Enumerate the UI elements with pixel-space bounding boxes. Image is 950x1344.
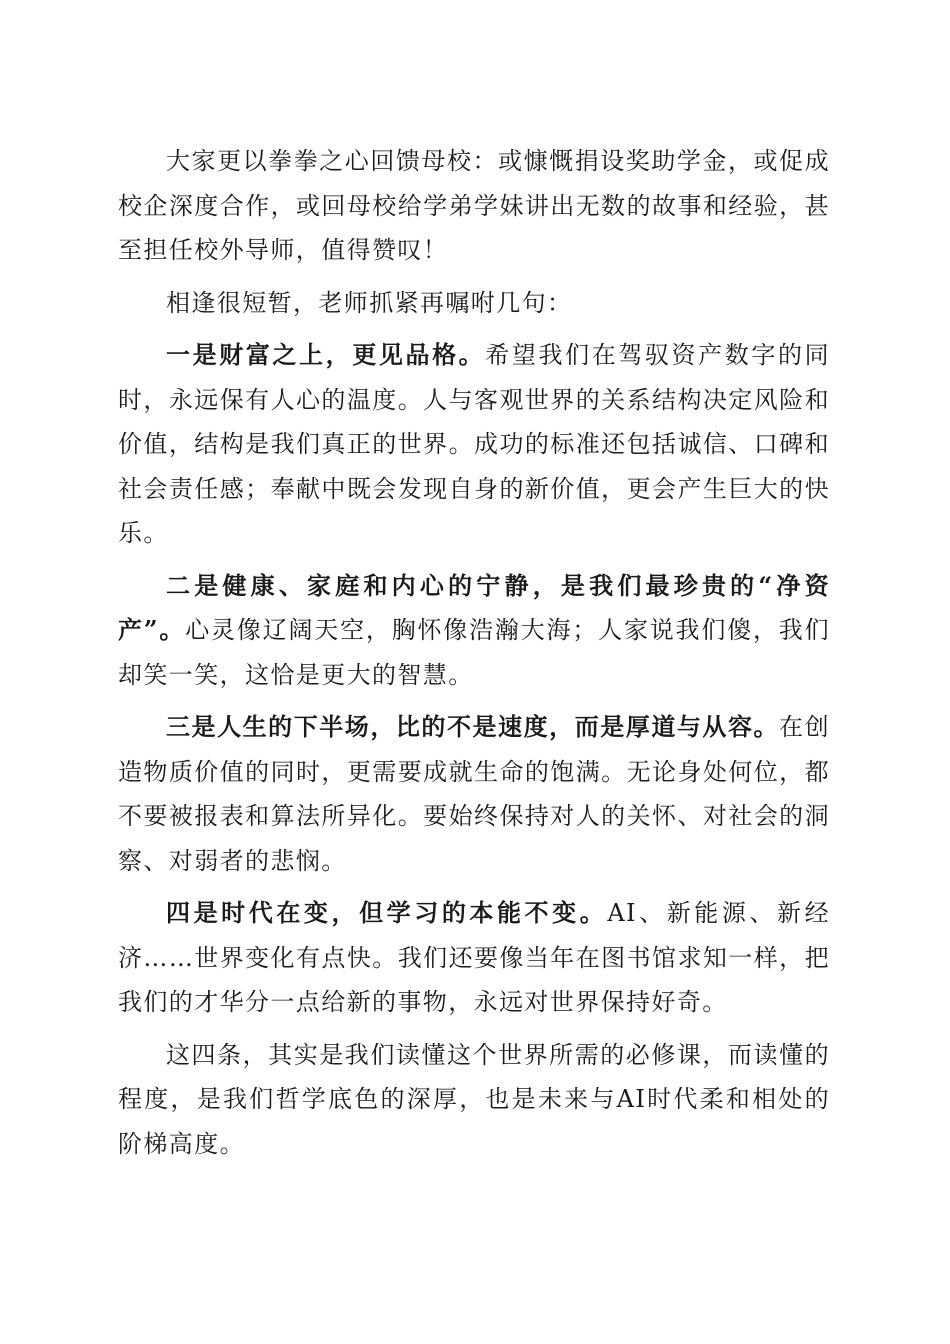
paragraph-text: 在创造物质价值的同时，更需要成就生命的饱满。无论身处何位，都不要被报表和算法所异化。要始终保持对人的关怀、对社会的洞察、对弱者的悲悯。: [118, 713, 830, 875]
paragraph-alumni-giving: [118, 139, 830, 273]
paragraph-point-three: [118, 705, 830, 883]
paragraph-lead: 一是财富之上，更见品格。: [166, 340, 486, 369]
paragraph-point-four: [118, 891, 830, 1025]
paragraph-text: 心灵像辽阔天空，胸怀像浩瀚大海；人家说我们傻，我们却笑一笑，这恰是更大的智慧。: [118, 616, 830, 689]
paragraph-text: AI、新能源、新经济……世界变化有点快。我们还要像当年在图书馆求知一样，把我们的才华分一点给新的事物，永远对世界保持好奇。: [118, 899, 830, 1016]
paragraph-text: 相逢很短暂，老师抓紧再嘱咐几句：: [166, 288, 573, 317]
paragraph-point-two: [118, 564, 830, 698]
paragraph-lead: 三是人生的下半场，比的不是速度，而是厚道与从容。: [166, 712, 780, 741]
paragraph-intro-advice: [118, 281, 830, 326]
document-body: [118, 139, 830, 1174]
paragraph-conclusion: [118, 1033, 830, 1167]
paragraph-point-one: [118, 333, 830, 556]
paragraph-lead: 二是健康、家庭和内心的宁静，是我们最珍贵的“净资产”。: [118, 570, 830, 644]
paragraph-text: 大家更以拳拳之心回馈母校：或慷慨捐设奖助学金，或促成校企深度合作，或回母校给学弟学妹讲出无数的故事和经验，甚至担任校外导师，值得赞叹！: [118, 147, 830, 264]
paragraph-text: 这四条，其实是我们读懂这个世界所需的必修课，而读懂的程度，是我们哲学底色的深厚，也是未来与AI时代柔和相处的阶梯高度。: [118, 1040, 830, 1158]
paragraph-lead: 四是时代在变，但学习的本能不变。: [166, 898, 608, 927]
paragraph-text: 希望我们在驾驭资产数字的同时，永远保有人心的温度。人与客观世界的关系结构决定风险和价值，结构是我们真正的世界。成功的标准还包括诚信、口碑和社会责任感；奉献中既会发现自身的新价值，更会产生巨大的快乐。: [118, 341, 830, 547]
